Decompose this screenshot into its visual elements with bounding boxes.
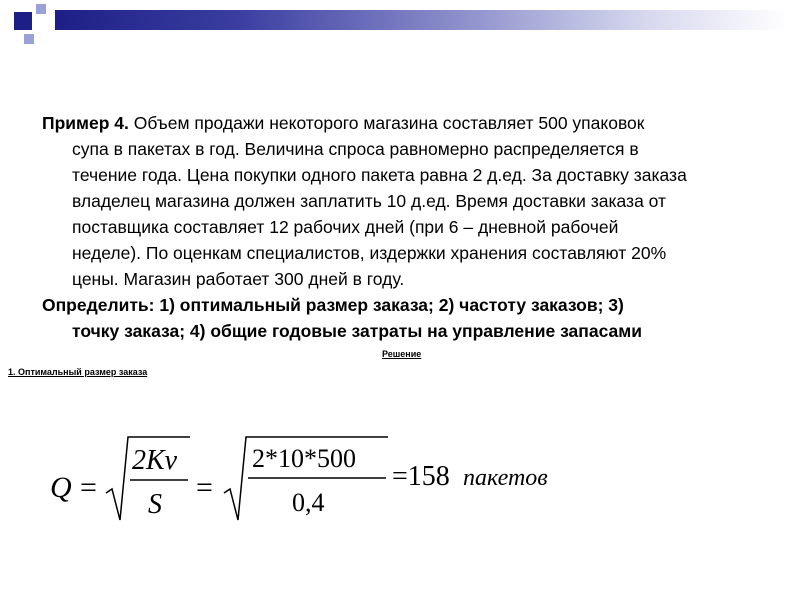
header-square-large: [14, 12, 32, 30]
formula-numerator-1: 2Kv: [132, 445, 178, 476]
formula-denominator-2: 0,4: [292, 488, 325, 517]
solution-item-1: 1. Оптимальный размер заказа: [8, 367, 148, 377]
problem-line-text: Объем продажи некоторого магазина составляет 500 упаковок: [133, 113, 645, 133]
problem-line-3: течение года. Цена покупки одного пакета равна 2 д.ед. За доставку заказа: [72, 165, 687, 185]
problem-line-5: поставщика составляет 12 рабочих дней (при 6 – дневной рабочей: [72, 217, 619, 237]
formula-denominator-1: S: [148, 489, 162, 520]
solution-heading: Решение: [382, 349, 422, 359]
header-gradient-bar: [55, 10, 790, 30]
problem-line-4: владелец магазина должен заплатить 10 д.ед. Время доставки заказа от: [72, 191, 667, 211]
problem-line-2: супа в пакетах в год. Величина спроса равномерно распределяется в: [72, 139, 639, 159]
problem-title: Пример 4.: [42, 113, 129, 133]
header-square-small-bottom: [24, 34, 34, 44]
problem-line-1: [42, 110, 742, 136]
problem-line-7: цены. Магазин работает 300 дней в году.: [72, 269, 405, 289]
formula-eq-1: =: [80, 471, 97, 504]
task-line-1: Определить: 1) оптимальный размер заказа; 2) частоту заказов; 3): [42, 295, 624, 315]
problem-line-6: неделе). По оценкам специалистов, издержки хранения составляют 20%: [72, 243, 667, 263]
formula-numerator-2: 2*10*500: [252, 444, 356, 473]
formula-result: =158: [392, 461, 450, 492]
formula-eq-2: =: [196, 471, 213, 504]
header-square-small-top: [36, 4, 46, 14]
formula-lhs: Q: [50, 471, 72, 504]
eoq-formula: [40, 425, 600, 535]
problem-text: [42, 110, 742, 344]
formula-unit: пакетов: [463, 465, 548, 491]
slide-header: [0, 0, 800, 40]
task-line-2: точку заказа; 4) общие годовые затраты на управление запасами: [72, 321, 642, 341]
